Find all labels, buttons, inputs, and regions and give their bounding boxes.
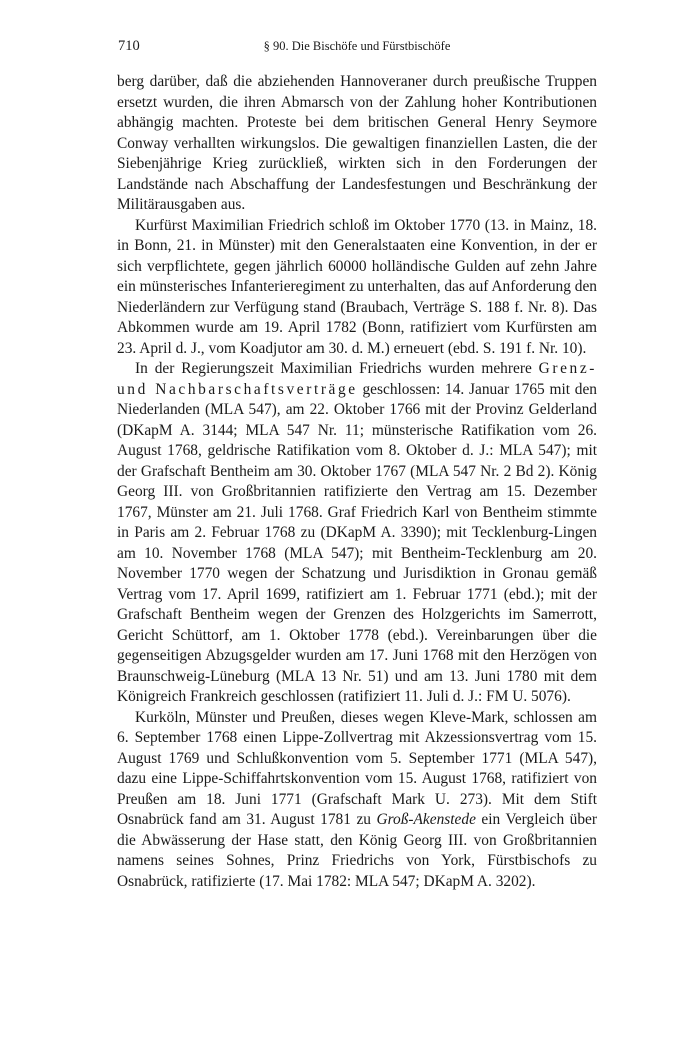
paragraph-rest: ein Vergleich über die Abwässerung der Hase statt, den König Georg III. von Großbritannien namens seines Sohnes, Prinz Friedrichs von York, Fürstbischofs zu Osnabrück, ratifizierte (17. Mai 1782: MLA 547; DKapM A. 3202). [117,811,597,890]
italic-place-name: Groß-Akenstede [376,811,476,828]
running-title: § 90. Die Bischöfe und Fürstbischöfe [263,39,451,53]
paragraph-convention [117,216,597,360]
spaced-term: Grenz- und Nachbarschaftsverträge [117,360,597,398]
page-number: 710 [118,38,140,54]
paragraph-lippe-treaty [117,708,597,893]
paragraph-continued [117,72,597,216]
paragraph-text: berg darüber, daß die abziehenden Hannoveraner durch preußische Truppen ersetzt wurden, die ihren Abmarsch von der Zahlung hoher Kontributionen abhängig machten. Proteste bei dem britischen General Henry Seymore Conway verhallten wirkungslos. Die gewaltigen finanziellen Lasten, die der Siebenjährige Krieg zurückließ, wirkten sich in den Forderungen der Landstände nach Abschaffung der Landesfestungen und Beschränkung der Militärausgaben aus. [117,73,597,213]
body-text [117,72,597,892]
running-head [118,38,596,58]
paragraph-border-treaties [117,359,597,708]
paragraph-text: Kurfürst Maximilian Friedrich schloß im Oktober 1770 (13. in Mainz, 18. in Bonn, 21. in Münster) mit den Generalstaaten eine Konvention, in der er sich verpflichtete, gegen jährlich 60000 holländische Gulden auf zehn Jahre ein münsterisches Infanterieregiment zu unterhalten, das auf Anforderung den Niederländern zur Verfügung stand (Braubach, Verträge S. 188 f. Nr. 8). Das Abkommen wurde am 19. April 1782 (Bonn, ratifiziert vom Kurfürsten am 23. April d. J., vom Koadjutor am 30. d. M.) erneuert (ebd. S. 191 f. Nr. 10). [117,216,597,357]
paragraph-intro: Kurköln, Münster und Preußen, dieses wegen Kleve-Mark, schlossen am 6. September 1768 einen Lippe-Zollvertrag mit Akzessionsvertrag vom 15. August 1769 und Schlußkonvention vom 5. September 1771 (MLA 547), dazu eine Lippe-Schiffahrtskonvention vom 15. August 1768, ratifiziert von Preußen am 18. Juni 1771 (Grafschaft Mark U. 273). Mit dem Stift Osnabrück fand am 31. August 1781 zu [117,708,597,828]
paragraph-intro: In der Regierungszeit Maximilian Friedrichs wurden mehrere [135,360,532,377]
paragraph-rest: geschlossen: 14. Januar 1765 mit den Niederlanden (MLA 547), am 22. Oktober 1766 mit der Provinz Gelderland (DKapM A. 3144; MLA 547 Nr. 11; münsterische Ratifikation vom 26. August 1768, geldrische Ratifikation vom 8. Oktober d. J.: MLA 547); mit der Grafschaft Bentheim am 30. Oktober 1767 (MLA 547 Nr. 2 Bd 2). König Georg III. von Großbritannien ratifizierte den Vertrag am 15. Dezember 1767, Münster am 21. Juli 1768. Graf Friedrich Karl von Bentheim stimmte in Paris am 2. Februar 1768 zu (DKapM A. 3390); mit Tecklenburg-Lingen am 10. November 1768 (MLA 547); mit Bentheim-Tecklenburg am 20. November 1770 wegen der Schatzung und Jurisdiktion in Gronau gemäß Vertrag vom 17. April 1699, ratifiziert am 1. Februar 1771 (ebd.); mit der Grafschaft Bentheim wegen der Grenzen des Holzgerichts im Samerrott, Gericht Schüttorf, am 1. Oktober 1778 (ebd.). Vereinbarungen über die gegenseitigen Abzugsgelder wurden am 17. Juni 1768 mit den Herzögen von Braunschweig-Lüneburg (MLA 13 Nr. 51) und am 13. Juni 1780 mit dem Königreich Frankreich geschlossen (ratifiziert 11. Juli d. J.: FM U. 5076). [117,380,597,705]
